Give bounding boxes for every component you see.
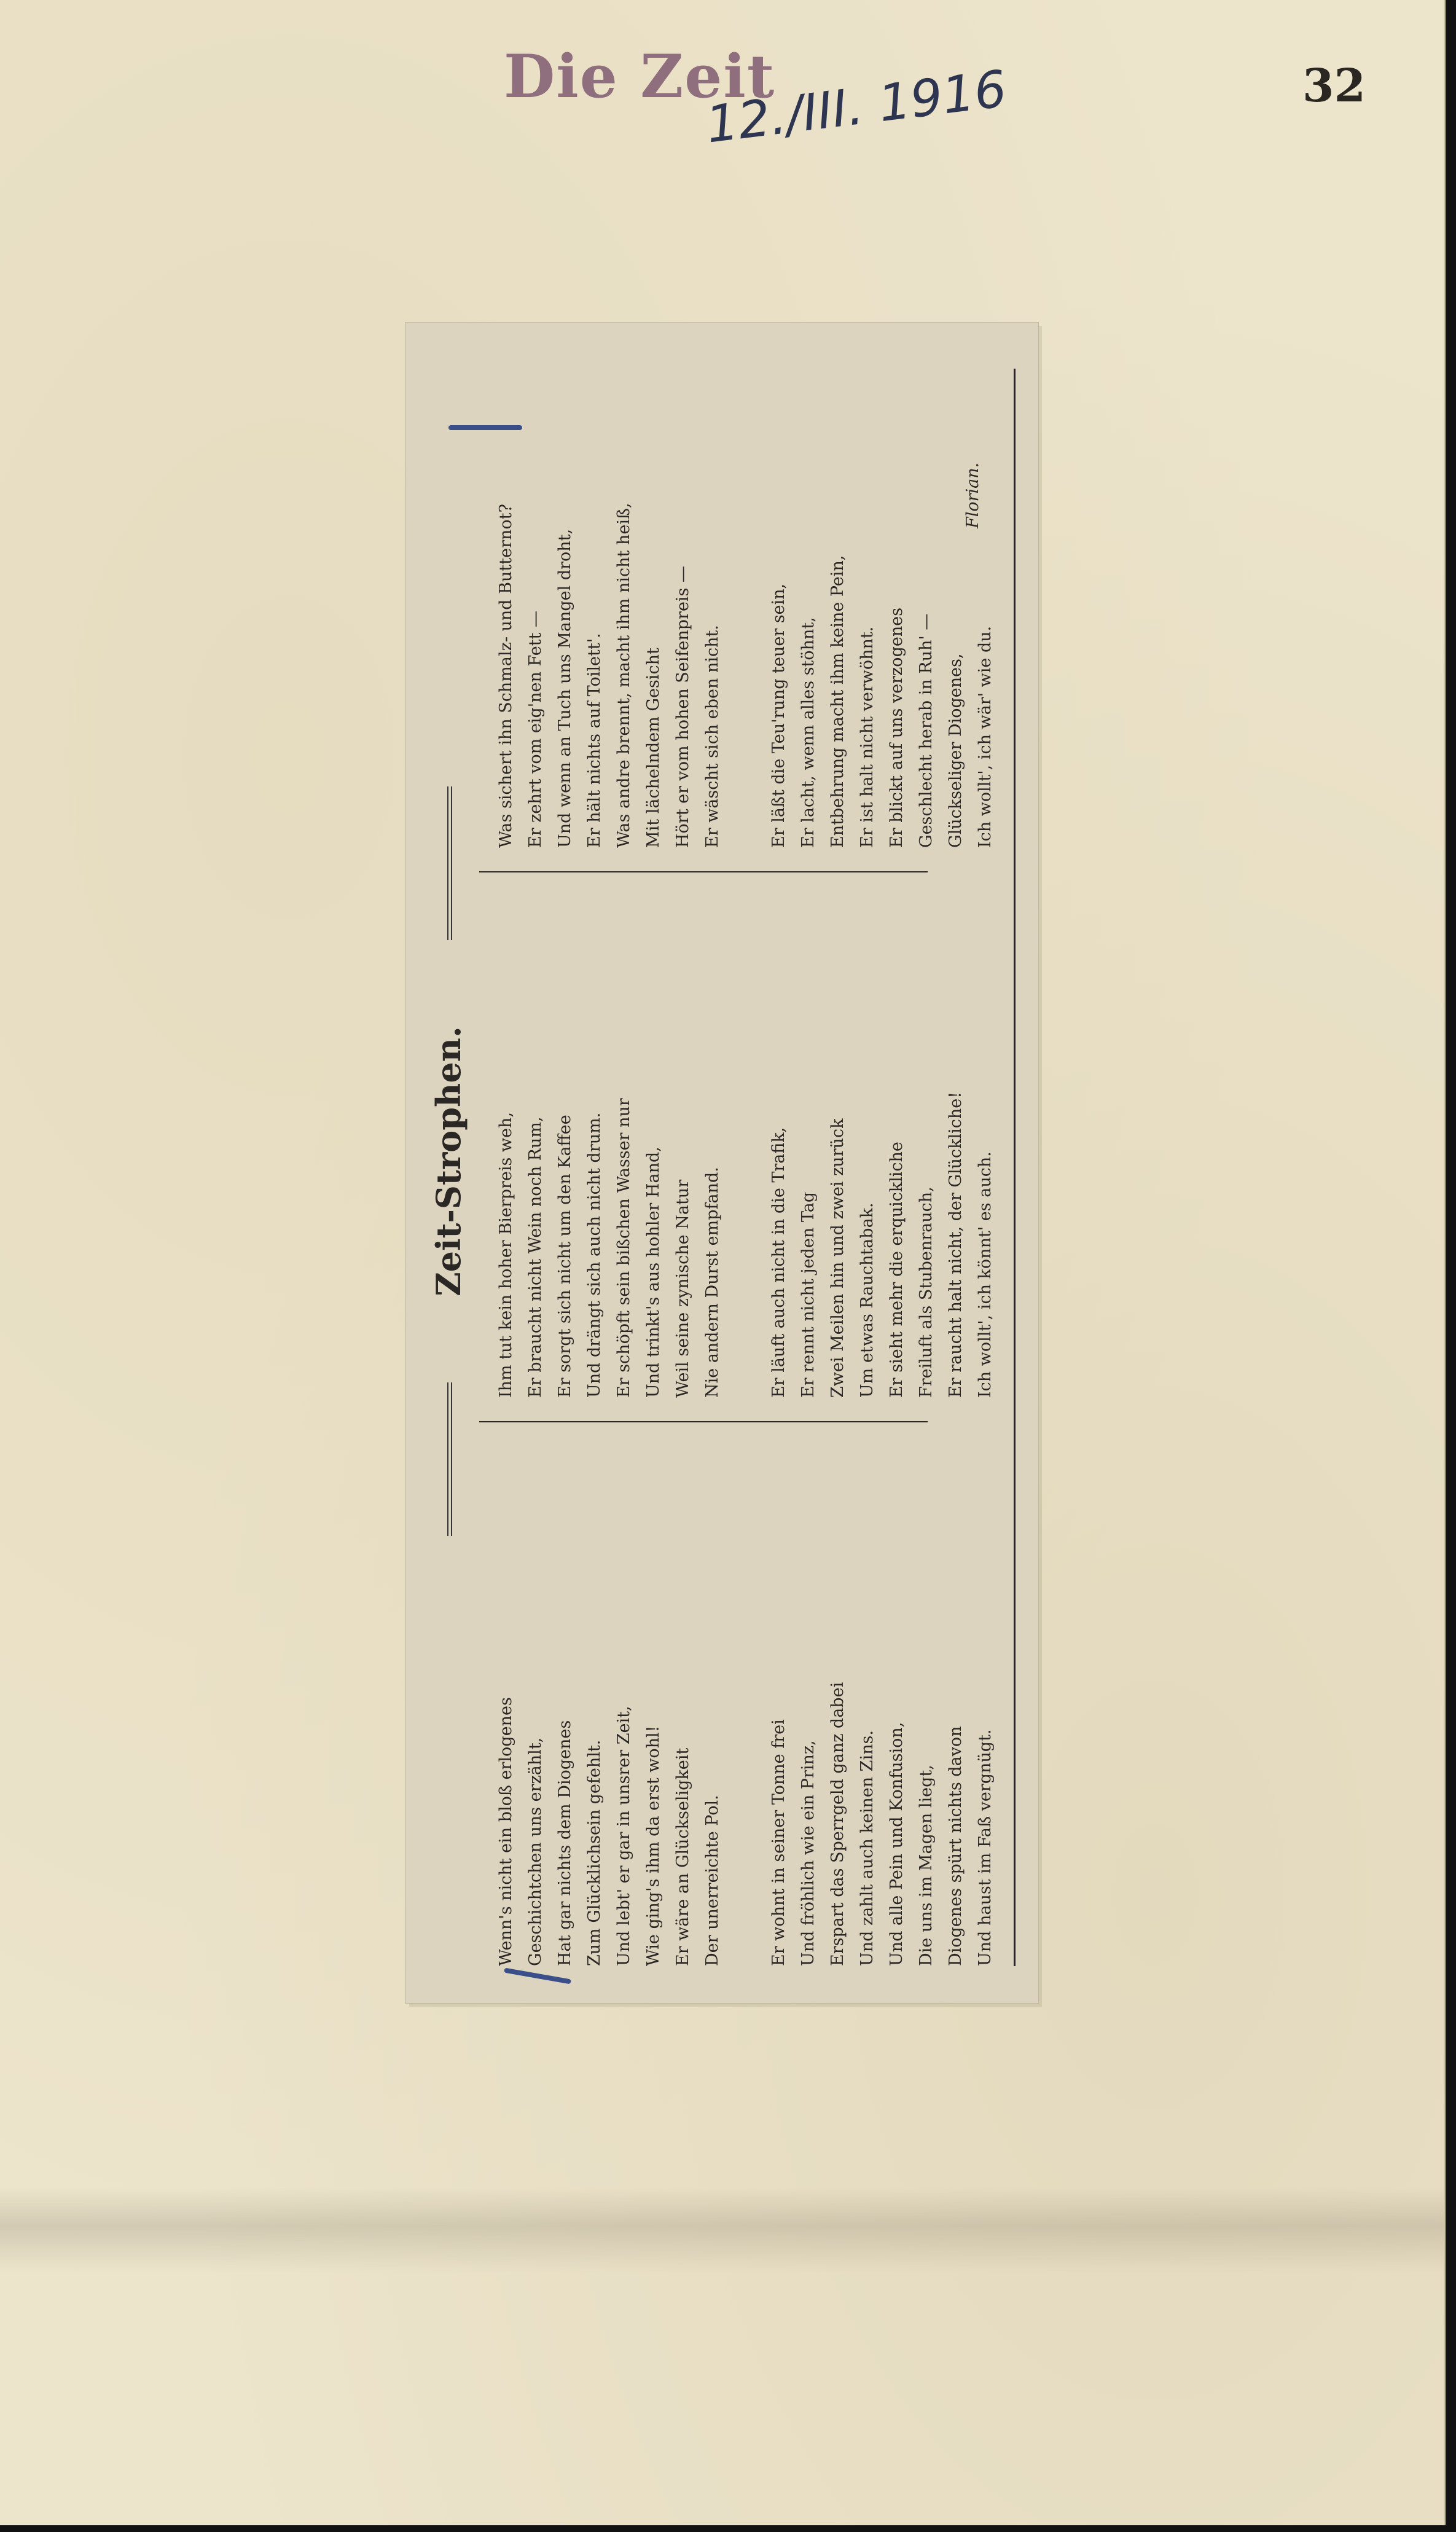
verse-line: Er lacht, wenn alles stöhnt, [799, 617, 818, 848]
verse-line: Er hält nichts auf Toilett'. [585, 633, 604, 848]
verse-line: Und drängt sich auch nicht drum. [585, 1112, 604, 1398]
verse-line: Ich wollt', ich wär' wie du. [976, 625, 995, 848]
verse-line: Was andre brennt, macht ihm nicht heiß, [614, 503, 633, 848]
verse-line: Er sieht mehr die erquickliche [887, 1142, 906, 1398]
author-signature: Florian. [963, 462, 982, 528]
verse-line: Er schöpft sein bißchen Wasser nur [614, 1098, 633, 1398]
verse-line: Und haust im Faß vergnügt. [976, 1729, 995, 1966]
verse-line: Die uns im Magen liegt, [917, 1765, 936, 1966]
verse-line: Was sichert ihn Schmalz- und Butternot? [496, 504, 515, 848]
verse-line: Mit lächelndem Gesicht [644, 648, 663, 848]
verse-line: Diogenes spürt nichts davon [946, 1726, 965, 1966]
verse-line: Er zehrt vom eig'nen Fett — [526, 610, 545, 848]
verse-line: Nie andern Durst empfand. [703, 1167, 722, 1398]
clipping-content [405, 323, 1038, 2003]
stanza-gap [727, 1092, 764, 1398]
verse-line: Der unerreichte Pol. [703, 1795, 722, 1966]
verse-line: Er läßt die Teu'rung teuer sein, [769, 583, 788, 848]
verse-line: Freiluft als Stubenrauch, [917, 1186, 936, 1398]
stanza-gap [727, 503, 764, 848]
verse-line: Er sorgt sich nicht um den Kaffee [555, 1115, 574, 1398]
verse-line: Und fröhlich wie ein Prinz, [799, 1740, 818, 1966]
verse-line: Er wäre an Glückseligkeit [673, 1747, 692, 1966]
verse-line: Zwei Meilen hin und zwei zurück [828, 1118, 847, 1398]
column-divider-2 [479, 871, 928, 872]
verse-line: Geschlecht herab in Ruh' — [917, 613, 936, 848]
verse-line: Wenn's nicht ein bloß erlogenes [496, 1697, 515, 1966]
verse-line: Ich wollt', ich könnt' es auch. [976, 1151, 995, 1398]
verse-line: Zum Glücklichsein gefehlt. [585, 1739, 604, 1966]
poem-column-2 [491, 1092, 1000, 1398]
newspaper-stamp: Die Zeit [504, 42, 776, 111]
verse-line: Ihm tut kein hoher Bierpreis weh, [496, 1111, 515, 1398]
poem-column-3 [491, 503, 1000, 848]
verse-line: Und lebt' er gar in unsrer Zeit, [614, 1706, 633, 1966]
page-fold-shadow [0, 2187, 1444, 2273]
column-divider-1 [479, 1421, 928, 1422]
verse-line: Entbehrung macht ihm keine Pein, [828, 555, 847, 848]
verse-line: Er ist halt nicht verwöhnt. [858, 626, 877, 848]
verse-line: Er blickt auf uns verzogenes [887, 607, 906, 848]
verse-line: Und trinkt's aus hohler Hand, [644, 1146, 663, 1398]
verse-line: Er wohnt in seiner Tonne frei [769, 1719, 788, 1966]
pen-mark-left [504, 1968, 571, 1985]
verse-line: Er raucht halt nicht, der Glückliche! [946, 1091, 965, 1398]
verse-line: Und alle Pein und Konfusion, [887, 1722, 906, 1966]
verse-line: Und wenn an Tuch uns Mangel droht, [555, 528, 574, 848]
page-number: 32 [1302, 60, 1366, 112]
verse-line: Er rennt nicht jeden Tag [799, 1191, 818, 1398]
handwritten-date: 12./III. 1916 [703, 60, 1010, 155]
stanza-gap [727, 1682, 764, 1966]
verse-line: Er läuft auch nicht in die Trafik, [769, 1127, 788, 1398]
verse-line: Geschichtchen uns erzählt, [526, 1737, 545, 1966]
verse-line: Und zahlt auch keinen Zins. [858, 1730, 877, 1966]
title-rule-right [447, 786, 452, 940]
title-rule-left [447, 1382, 452, 1536]
verse-line: Er braucht nicht Wein noch Rum, [526, 1116, 545, 1398]
verse-line: Hat gar nichts dem Diogenes [555, 1720, 574, 1966]
verse-line: Erspart das Sperrgeld ganz dabei [828, 1682, 847, 1966]
bottom-wavy-rule [1014, 369, 1020, 1966]
verse-line: Glückseliger Diogenes, [946, 653, 965, 848]
verse-line: Weil seine zynische Natur [673, 1179, 692, 1398]
poem-column-1 [491, 1682, 1000, 1966]
verse-line: Wie ging's ihm da erst wohl! [644, 1725, 663, 1966]
pen-mark-right [448, 425, 522, 430]
verse-line: Hört er vom hohen Seifenpreis — [673, 566, 692, 848]
verse-line: Er wäscht sich eben nicht. [703, 625, 722, 848]
newspaper-clipping [405, 323, 1038, 2003]
poem-title: Zeit-Strophen. [429, 1026, 468, 1296]
verse-line: Um etwas Rauchtabak. [858, 1202, 877, 1398]
